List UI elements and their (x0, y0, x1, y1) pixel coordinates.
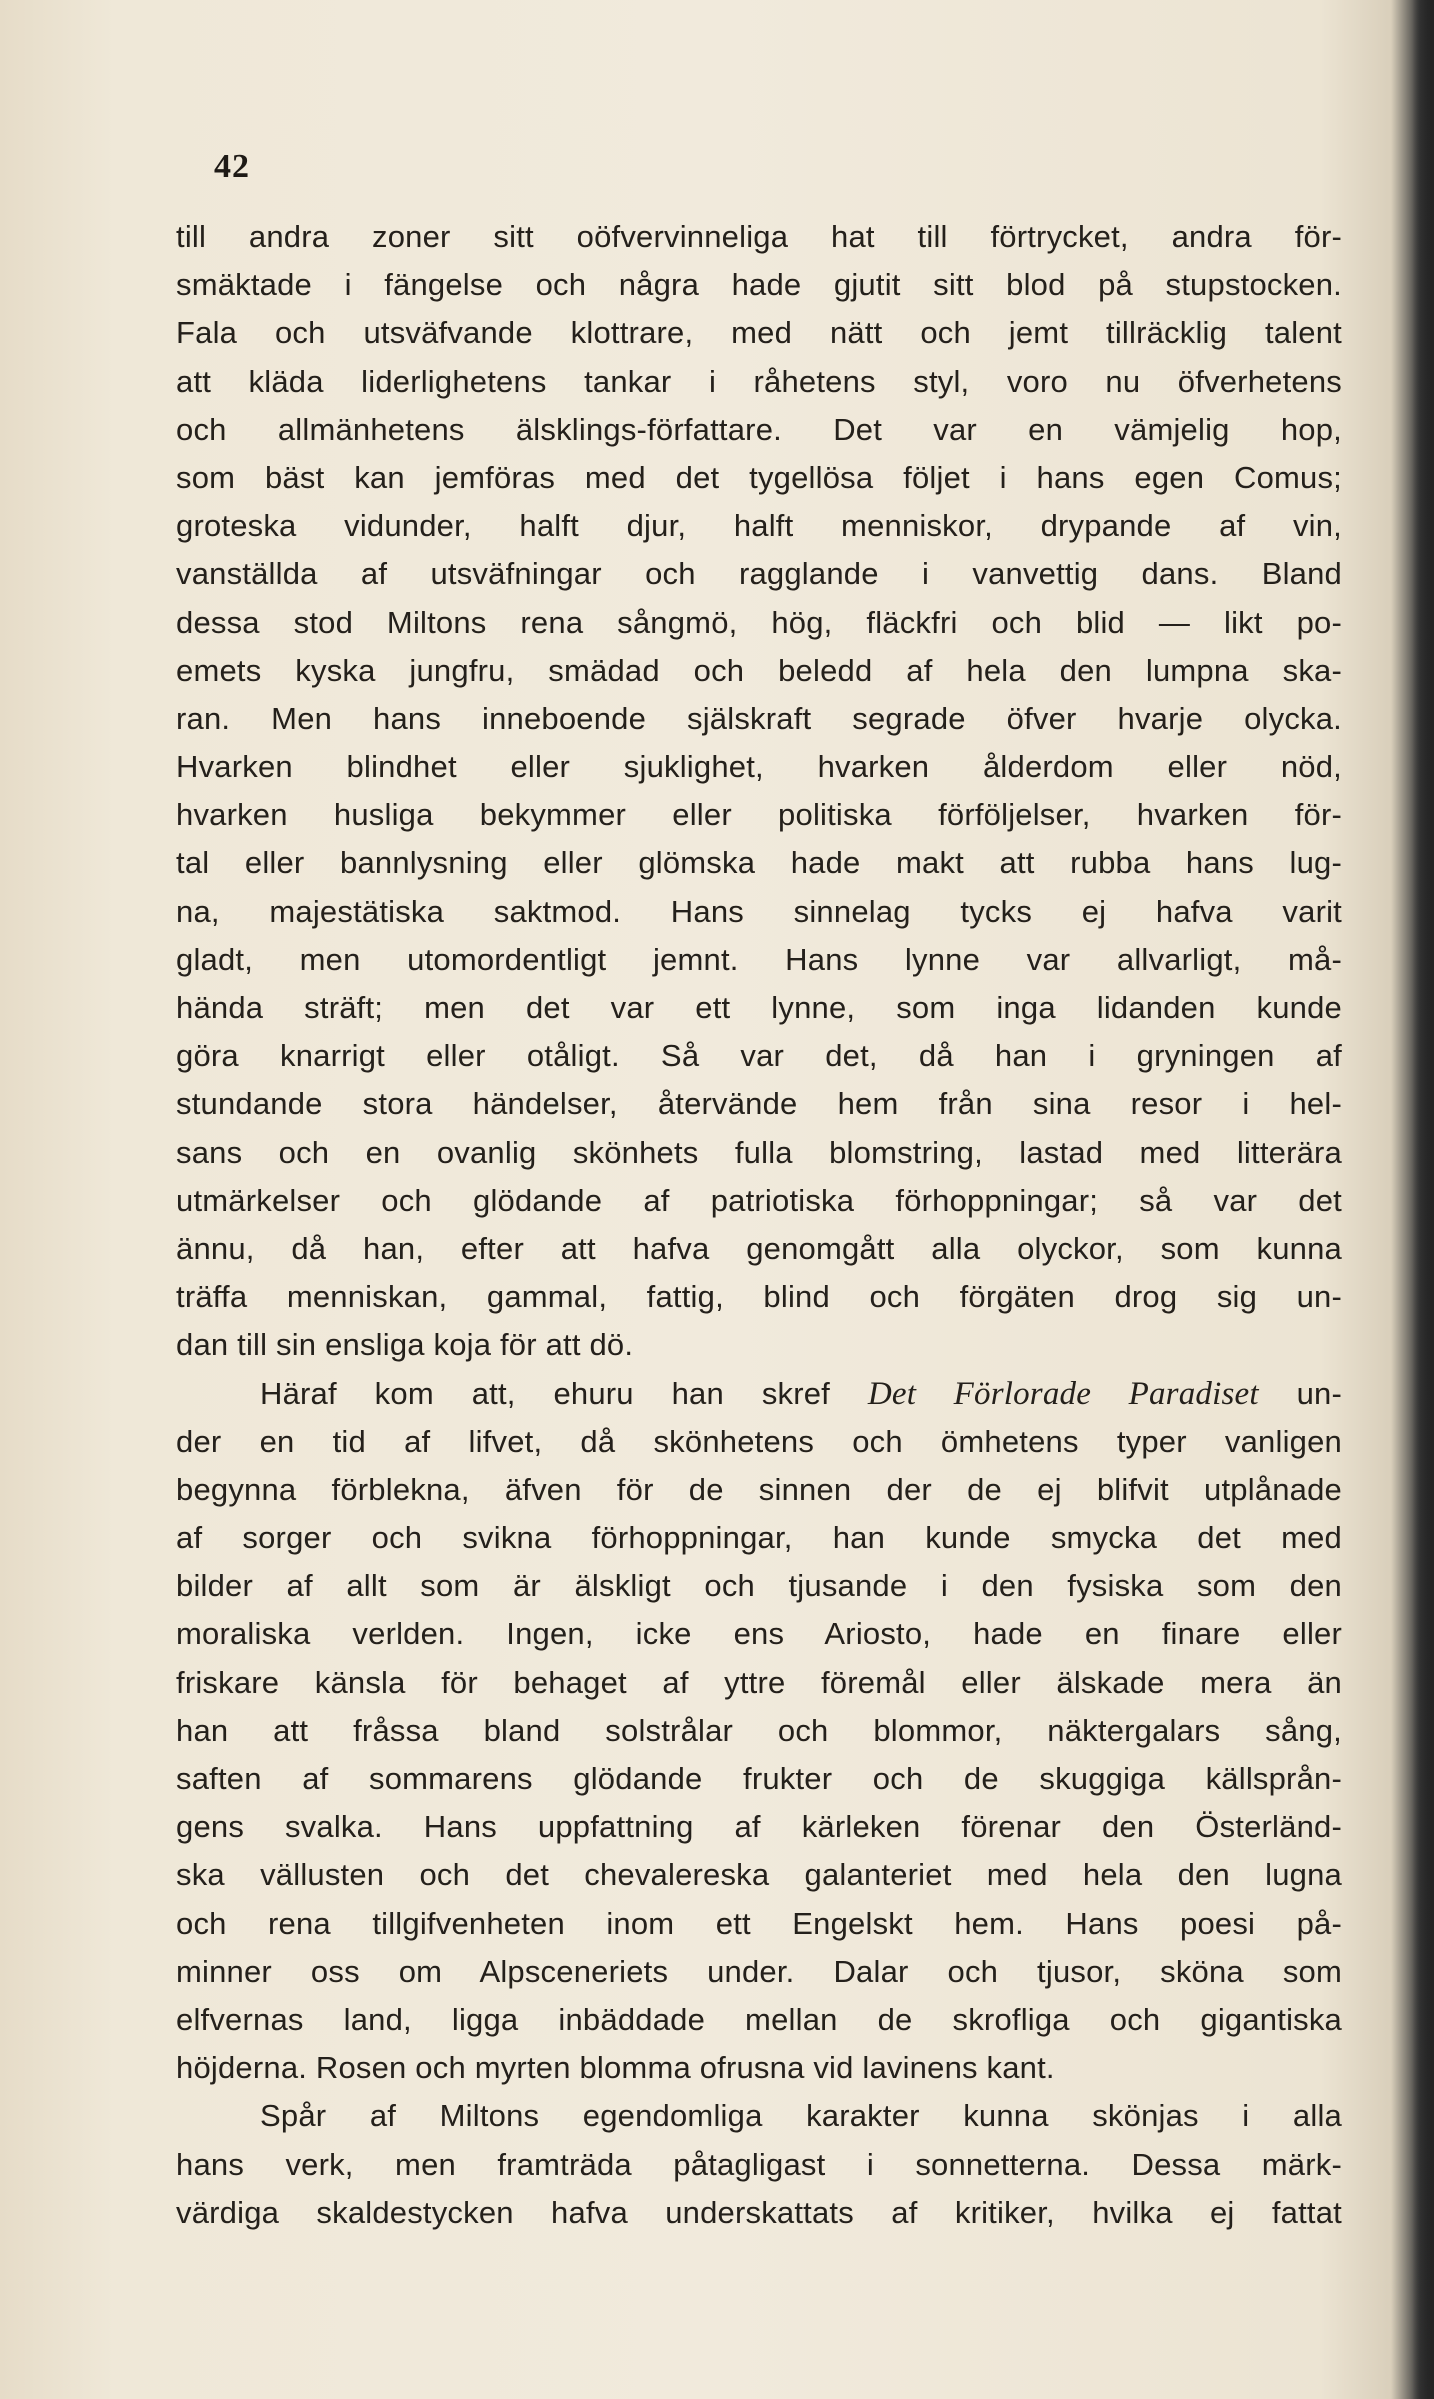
text-line: dessa stod Miltons rena sångmö, hög, fläckfri och blid — likt po- (176, 604, 1342, 640)
text-line: Hvarken blindhet eller sjuklighet, hvarken ålderdom eller nöd, (176, 749, 1342, 785)
text-line: dan till sin ensliga koja för att dö. (176, 1327, 634, 1363)
text-line: friskare känsla för behaget af yttre föremål eller älskade mera än (176, 1664, 1342, 1700)
text-line: na, majestätiska saktmod. Hans sinnelag tycks ej hafva varit (176, 893, 1342, 929)
text-segment: Häraf kom att, ehuru han skref (260, 1375, 868, 1411)
text-line: groteska vidunder, halft djur, halft menniskor, drypande af vin, (176, 508, 1342, 544)
page-number: 42 (214, 148, 250, 185)
text-line: tal eller bannlysning eller glömska hade makt att rubba hans lug- (176, 845, 1342, 881)
text-line: moraliska verlden. Ingen, icke ens Ariosto, hade en finare eller (176, 1616, 1342, 1652)
text-line: höjderna. Rosen och myrten blomma ofrusna vid lavinens kant. (176, 2050, 1055, 2086)
text-line: han att fråssa bland solstrålar och blommor, näktergalars sång, (176, 1712, 1342, 1748)
text-line: vanställda af utsväfningar och ragglande i vanvettig dans. Bland (176, 556, 1342, 592)
text-line: och allmänhetens älsklings-författare. Det var en vämjelig hop, (176, 411, 1342, 447)
text-line: der en tid af lifvet, då skönhetens och ömhetens typer vanligen (176, 1423, 1342, 1459)
page-edge-shadow (1412, 0, 1434, 2399)
text-line: värdiga skaldestycken hafva underskattats af kritiker, hvilka ej fattat (176, 2194, 1342, 2230)
text-segment: un- (1258, 1375, 1343, 1411)
text-line: som bäst kan jemföras med det tygellösa följet i hans egen Comus; (176, 459, 1342, 495)
text-line: utmärkelser och glödande af patriotiska förhoppningar; så var det (176, 1182, 1342, 1218)
text-line: Fala och utsväfvande klottrare, med nätt och jemt tillräcklig talent (176, 315, 1342, 351)
book-title-italic: Det Förlorade Paradiset (867, 1375, 1259, 1412)
body-text (176, 213, 1342, 2237)
text-line: till andra zoner sitt oöfvervinneliga hat till förtrycket, andra för- (176, 219, 1342, 254)
text-line: och rena tillgifvenheten inom ett Engelskt hem. Hans poesi på- (176, 1905, 1342, 1941)
text-line: emets kyska jungfru, smädad och beledd af hela den lumpna ska- (176, 652, 1342, 688)
text-line: ännu, då han, efter att hafva genomgått alla olyckor, som kunna (176, 1230, 1342, 1266)
text-line: träffa menniskan, gammal, fattig, blind och förgäten drog sig un- (176, 1279, 1342, 1315)
text-line: gladt, men utomordentligt jemnt. Hans lynne var allvarligt, må- (176, 941, 1342, 977)
text-line: göra knarrigt eller otåligt. Så var det, då han i gryningen af (176, 1038, 1342, 1074)
text-line: begynna förblekna, äfven för de sinnen der de ej blifvit utplånade (176, 1471, 1342, 1507)
text-line: hvarken husliga bekymmer eller politiska förföljelser, hvarken för- (176, 797, 1342, 833)
text-line: sans och en ovanlig skönhets fulla blomstring, lastad med litterära (176, 1134, 1342, 1170)
paragraph-start-line (176, 1370, 1342, 1418)
text-line: elfvernas land, ligga inbäddade mellan de skrofliga och gigantiska (176, 2001, 1342, 2037)
text-line: smäktade i fängelse och några hade gjutit sitt blod på stupstocken. (176, 267, 1342, 303)
text-line: saften af sommarens glödande frukter och de skuggiga källsprån- (176, 1761, 1342, 1796)
text-line: ran. Men hans inneboende själskraft segrade öfver hvarje olycka. (176, 700, 1342, 736)
text-line: hans verk, men framträda påtagligast i sonnetterna. Dessa märk- (176, 2146, 1342, 2182)
text-line: minner oss om Alpsceneriets under. Dalar och tjusor, sköna som (176, 1953, 1342, 1989)
text-line: af sorger och svikna förhoppningar, han kunde smycka det med (176, 1520, 1342, 1556)
text-line: att kläda liderlighetens tankar i råhetens styl, voro nu öfverhetens (176, 363, 1342, 399)
text-line: ska vällusten och det chevalereska galanteriet med hela den lugna (176, 1857, 1342, 1893)
text-line: stundande stora händelser, återvände hem från sina resor i hel- (176, 1086, 1342, 1122)
text-line: hända sträft; men det var ett lynne, som inga lidanden kunde (176, 990, 1342, 1025)
text-line: bilder af allt som är älskligt och tjusande i den fysiska som den (176, 1568, 1342, 1604)
text-line: gens svalka. Hans uppfattning af kärleken förenar den Österländ- (176, 1809, 1342, 1845)
paragraph-start-line: Spår af Miltons egendomliga karakter kunna skönjas i alla (260, 2098, 1342, 2134)
